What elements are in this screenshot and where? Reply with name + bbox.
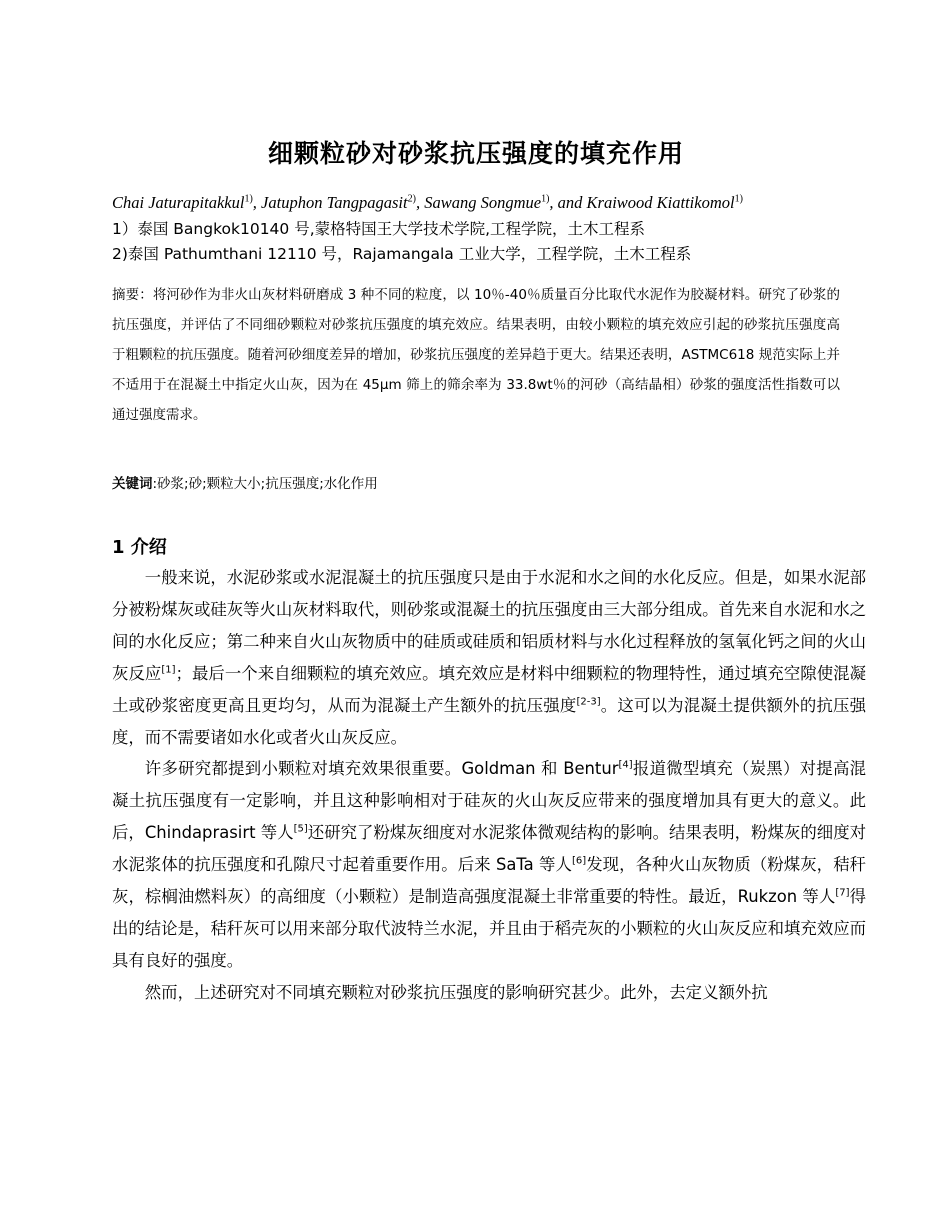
citation-ref: [5]	[293, 823, 308, 835]
citation-ref: [1]	[161, 664, 176, 676]
author-separator: ,	[415, 193, 425, 212]
keywords	[112, 472, 378, 492]
author-affiliation-marker: 1)	[244, 193, 253, 205]
paragraph-text: 还研究了粉煤灰细度对水泥浆体微观结构的影响。结果表明，粉煤灰的细度对水泥浆体的抗压强度和孔隙尺寸起着重要作用。后来 SaTa 等人	[112, 823, 866, 875]
author-name: Kraiwood Kiattikomol	[586, 193, 735, 212]
paragraph-text: 。这可以为混凝土提供额外的抗压强度，而不需要诸如水化或者火山灰反应。	[112, 695, 867, 747]
author-affiliation-marker: 1)	[734, 193, 743, 205]
keywords-label: 关键词	[112, 476, 153, 492]
abstract: 摘要：将河砂作为非火山灰材料研磨成 3 种不同的粒度，以 10％-40％质量百分比取代水泥作为胶凝材料。研究了砂浆的抗压强度，并评估了不同细砂颗粒对砂浆抗压强度的填充效应。结果表明，由较小颗粒的填充效应引起的砂浆抗压强度高于粗颗粒的抗压强度。随着河砂细度差异的增加，砂浆抗压强度的差异趋于更大。结果还表明，ASTMC618 规范实际上并不适用于在混凝土中指定火山灰，因为在 45μm 筛上的筛余率为 33.8wt％的河砂（高结晶相）砂浆的强度活性指数可以通过强度需求。	[112, 287, 840, 423]
author-name: Sawang Songmue	[424, 193, 542, 212]
paragraph-text: 发现，各种火山灰物质（粉煤灰，秸秆灰，棕榈油燃料灰）的高细度（小颗粒）是制造高强度混凝土非常重要的特性。最近，Rukzon 等人	[112, 855, 867, 907]
body-paragraph: 然而，上述研究对不同填充颗粒对砂浆抗压强度的影响研究甚少。此外，去定义额外抗	[144, 982, 768, 1002]
affiliation-1: 1）泰国 Bangkok10140 号,蒙格特国王大学技术学院,工程学院，土木工程系	[112, 220, 646, 238]
affiliation-2: 2)泰国 Pathumthani 12110 号，Rajamangala 工业大学，工程学院，土木工程系	[112, 245, 692, 263]
citation-ref: [7]	[835, 887, 850, 899]
author-list	[112, 193, 743, 213]
author-separator: , and	[549, 193, 587, 212]
author-name: Chai Jaturapitakkul	[112, 193, 245, 212]
author-affiliation-marker: 1)	[541, 193, 550, 205]
body-paragraph	[112, 753, 866, 976]
paper-title: 细颗粒砂对砂浆抗压强度的填充作用	[267, 139, 684, 168]
citation-ref: [4]	[618, 759, 633, 771]
paragraph-text: 一般来说，水泥砂浆或水泥混凝土的抗压强度只是由于水泥和水之间的水化反应。但是，如果水泥部分被粉煤灰或硅灰等火山灰材料取代，则砂浆或混凝土的抗压强度由三大部分组成。首先来自水泥和水之间的水化反应；第二种来自火山灰物质中的硅质或硅质和铝质材料与水化过程释放的氢氧化钙之间的火山灰反应	[112, 568, 866, 683]
section-heading: 1 介绍	[112, 537, 167, 558]
body-paragraph	[112, 562, 866, 753]
paragraph-text: 许多研究都提到小颗粒对填充效果很重要。Goldman 和 Bentur	[144, 759, 619, 779]
paragraph-text: 报道微型填充（炭黑）对提高混凝土抗压强度有一定影响，并且这种影响相对于硅灰的火山灰反应带来的强度增加具有更大的意义。此后，Chindaprasirt 等人	[112, 759, 867, 843]
citation-ref: [2-3]	[576, 696, 601, 708]
author-name: Jatuphon Tangpagasit	[261, 193, 408, 212]
paragraph-text: 得出的结论是，秸秆灰可以用来部分取代波特兰水泥，并且由于稻壳灰的小颗粒的火山灰反应和填充效应而具有良好的强度。	[112, 887, 866, 970]
section-body	[112, 562, 866, 1009]
citation-ref: [6]	[571, 855, 587, 867]
keywords-text: :砂浆;砂;颗粒大小;抗压强度;水化作用	[152, 476, 378, 492]
paragraph-text: ；最后一个来自细颗粒的填充效应。填充效应是材料中细颗粒的物理特性，通过填充空隙使混凝土或砂浆密度更高且更均匀，从而为混凝土产生额外的抗压强度	[112, 663, 867, 715]
author-separator: ,	[252, 193, 262, 212]
author-affiliation-marker: 2)	[407, 193, 416, 205]
